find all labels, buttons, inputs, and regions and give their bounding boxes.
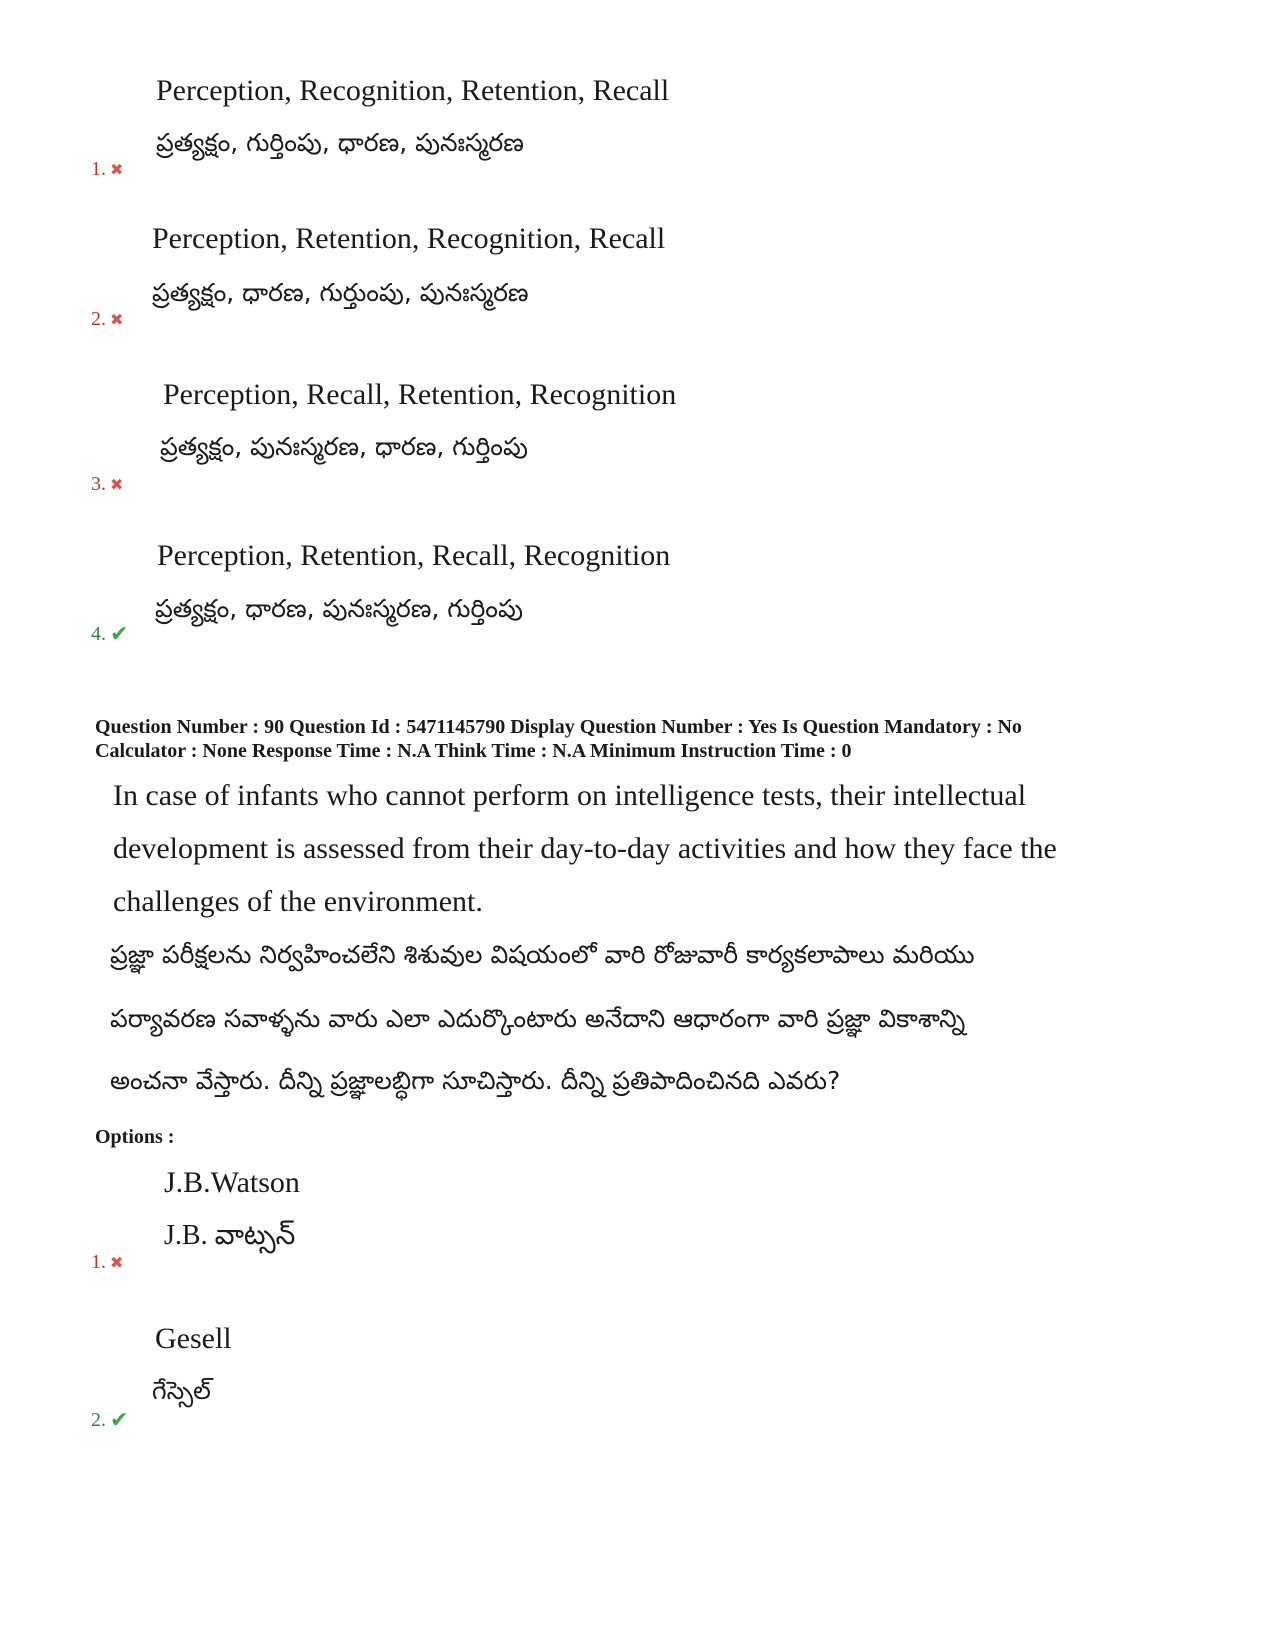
option-number: 1. — [91, 158, 106, 180]
option-number: 1. — [91, 1251, 106, 1273]
question-telugu-line-3: అంచనా వేస్తారు. దీన్ని ప్రజ్ఞాలబ్ధిగా సూచిస్తారు. దీన్ని ప్రతిపాదించినది ఎవరు? — [110, 1066, 841, 1095]
option-2-marker — [91, 1408, 128, 1433]
option-number: 3. — [91, 473, 106, 495]
options-label: Options : — [95, 1126, 175, 1148]
prev-option-3-english: Perception, Recall, Retention, Recognition — [163, 378, 677, 411]
prev-option-4-telugu: ప్రత్యక్షం, ధారణ, పునఃస్మరణ, గుర్తింపు — [155, 594, 523, 623]
question-english-line-2: development is assessed from their day-to-day activities and how they face the — [113, 832, 1057, 865]
option-2-english: Gesell — [155, 1322, 232, 1355]
question-telugu-line-1: ప్రజ్ఞా పరీక్షలను నిర్వహించలేని శిశువుల విషయంలో వారి రోజువారీ కార్యకలాపాలు మరియు — [110, 940, 975, 969]
prev-option-2-english: Perception, Retention, Recognition, Recall — [152, 222, 666, 255]
question-meta-line-1: Question Number : 90 Question Id : 5471145790 Display Question Number : Yes Is Question Mandatory : No — [95, 716, 1022, 738]
question-english-line-3: challenges of the environment. — [113, 885, 483, 918]
check-icon: ✔ — [110, 1408, 129, 1433]
prev-option-3-telugu: ప్రత్యక్షం, పునఃస్మరణ, ధారణ, గుర్తింపు — [160, 432, 528, 461]
cross-icon: ✖ — [110, 160, 124, 179]
cross-icon: ✖ — [110, 1253, 124, 1272]
prev-option-3-marker — [91, 473, 123, 496]
prev-option-2-telugu: ప్రత్యక్షం, ధారణ, గుర్తుంపు, పునఃస్మరణ — [152, 278, 529, 307]
option-2-telugu: గేస్సెల్ — [152, 1376, 211, 1405]
cross-icon: ✖ — [110, 475, 124, 494]
check-icon: ✔ — [110, 622, 129, 647]
prev-option-1-telugu: ప్రత్యక్షం, గుర్తింపు, ధారణ, పునఃస్మరణ — [156, 128, 524, 157]
option-number: 4. — [91, 623, 106, 645]
option-1-telugu: J.B. వాట్సన్ — [164, 1220, 296, 1251]
question-meta-line-2: Calculator : None Response Time : N.A Think Time : N.A Minimum Instruction Time : 0 — [95, 740, 852, 762]
cross-icon: ✖ — [110, 310, 124, 329]
option-number: 2. — [91, 1409, 106, 1431]
question-telugu-line-2: పర్యావరణ సవాళ్ళను వారు ఎలా ఎదుర్కొంటారు అనేదాని ఆధారంగా వారి ప్రజ్ఞా వికాశాన్ని — [110, 1004, 966, 1033]
prev-option-4-english: Perception, Retention, Recall, Recognition — [157, 539, 671, 572]
prev-option-2-marker — [91, 308, 123, 331]
option-number: 2. — [91, 308, 106, 330]
prev-option-1-marker — [91, 158, 123, 181]
option-1-english: J.B.Watson — [164, 1166, 300, 1199]
prev-option-1-english: Perception, Recognition, Retention, Recall — [156, 74, 670, 107]
option-1-marker — [91, 1251, 123, 1274]
question-english-line-1: In case of infants who cannot perform on intelligence tests, their intellectual — [113, 779, 1027, 812]
prev-option-4-marker — [91, 622, 128, 647]
